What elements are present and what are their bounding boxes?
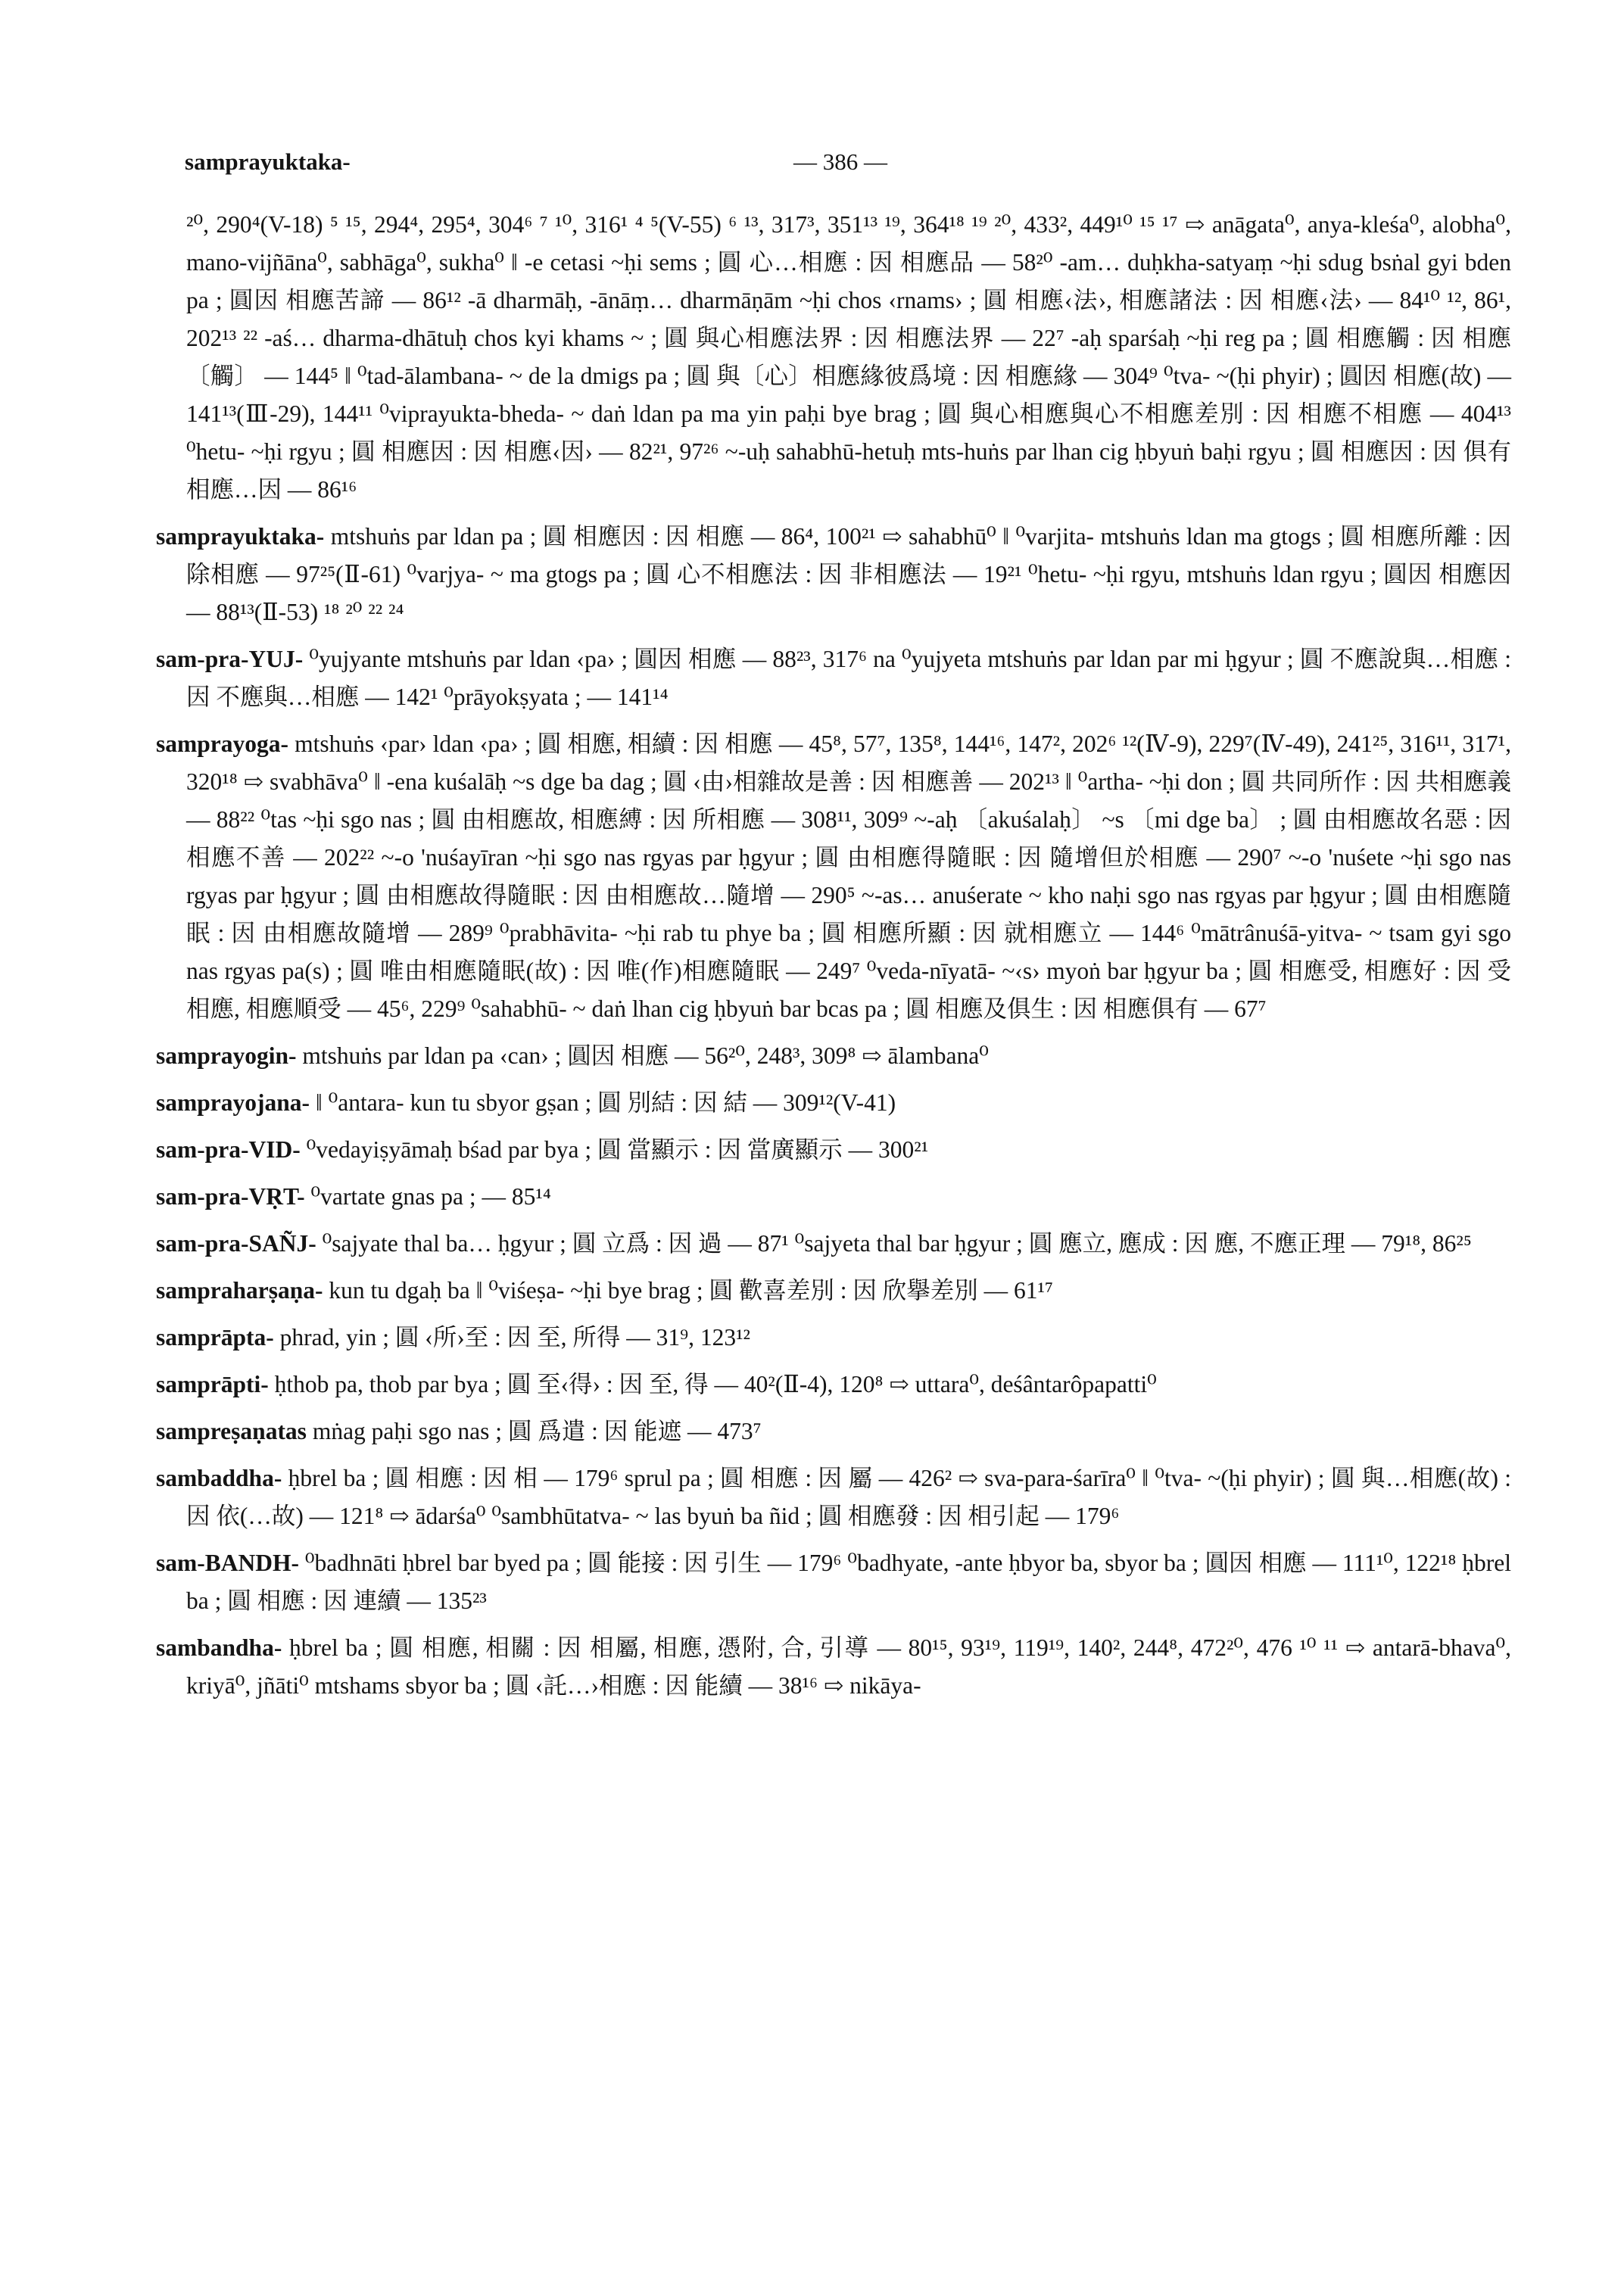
entry (156, 1272, 1511, 1310)
entry (156, 1629, 1511, 1705)
entry-body: ḥthob pa, thob par bya ; 圓 至‹得› : 因 至, 得 — 40²(Ⅱ-4), 120⁸ ⇨ uttara⁰, deśântarôpapatti⁰ (274, 1371, 1157, 1397)
entry (156, 1460, 1511, 1535)
entry-list (156, 206, 1511, 1714)
entry-headword: sam-pra-VID- (156, 1136, 301, 1163)
entry-body: ḥbrel ba ; 圓 相應 : 因 相 — 179⁶ sprul pa ; 圓 相應 : 因 屬 — 426² ⇨ sva-para-śarīra⁰ ‖ ⁰tva- ~(ḥi phyir) ; 圓 與…相應(故) : 因 依(…故) — 121⁸ ⇨ ādarśa⁰ ⁰sambhūtatva- ~ las byuṅ ba ñid ; 圓 相應發 : 因 相引起 — 179⁶ (186, 1465, 1512, 1529)
entry-headword: sampraharṣaṇa- (156, 1277, 323, 1304)
entry-body: ⁰vedayiṣyāmaḥ bśad par bya ; 圓 當顯示 : 因 當廣顯示 — 300²¹ (306, 1136, 929, 1163)
entry (156, 1131, 1511, 1169)
entry-body: ⁰vartate gnas pa ; — 85¹⁴ (310, 1183, 551, 1210)
entry (156, 1366, 1511, 1404)
entry (156, 1544, 1511, 1620)
entry-headword: sam-pra-YUJ- (156, 646, 304, 672)
entry-body: mtshuṅs par ldan pa ‹can› ; 圓因 相應 — 56²⁰, 248³, 309⁸ ⇨ ālambana⁰ (302, 1042, 989, 1069)
entry (156, 1178, 1511, 1216)
entry-headword: sam-pra-SAÑJ- (156, 1230, 316, 1257)
entry-headword: sam-pra-VṚT- (156, 1183, 305, 1210)
entry-headword: samprayoga- (156, 731, 288, 757)
entry-body: ⁰yujyante mtshuṅs par ldan ‹pa› ; 圓因 相應 — 88²³, 317⁶ na ⁰yujyeta mtshuṅs par ldan par mi ḥgyur ; 圓 不應說與…相應 : 因 不應與…相應 — 142¹ ⁰prāyokṣyata ; — 141¹⁴ (186, 646, 1512, 710)
entry (156, 1413, 1511, 1450)
entry-headword: samprāpti- (156, 1371, 269, 1397)
entry-headword: samprayogin- (156, 1042, 297, 1069)
entry-body: mṅag paḥi sgo nas ; 圓 爲遣 : 因 能遮 — 473⁷ (312, 1418, 762, 1444)
running-head: samprayuktaka- (185, 148, 351, 175)
entry-body: kun tu dgaḥ ba ‖ ⁰viśeṣa- ~ḥi bye brag ; 圓 歡喜差別 : 因 欣擧差別 — 61¹⁷ (329, 1277, 1053, 1304)
entry-body: ⁰sajyate thal ba… ḥgyur ; 圓 立爲 : 因 過 — 87¹ ⁰sajyeta thal bar ḥgyur ; 圓 應立, 應成 : 因 應, 不應正理 — 79¹⁸, 86²⁵ (322, 1230, 1472, 1257)
entry-continuation (156, 206, 1511, 509)
entry-headword: sambaddha- (156, 1465, 282, 1491)
entry-body: ḥbrel ba ; 圓 相應, 相關 : 因 相屬, 相應, 憑附, 合, 引導 — 80¹⁵, 93¹⁹, 119¹⁹, 140², 244⁸, 472²⁰, 476 ¹⁰ ¹¹ ⇨ antarā-bhava⁰, kriyā⁰, jñāti⁰ mtshams sbyor ba ; 圓 ‹託…›相應 : 因 能續 — 38¹⁶ ⇨ nikāya- (186, 1634, 1511, 1699)
entry-body: phrad, yin ; 圓 ‹所›至 : 因 至, 所得 — 31⁹, 123¹² (279, 1324, 750, 1351)
entry-headword: sam-BANDH- (156, 1550, 299, 1576)
entry (156, 1084, 1511, 1122)
entry (156, 518, 1511, 631)
entry (156, 640, 1511, 716)
entry (156, 1037, 1511, 1075)
entry-headword: samprayuktaka- (156, 523, 325, 550)
entry-body: mtshuṅs ‹par› ldan ‹pa› ; 圓 相應, 相續 : 因 相應 — 45⁸, 57⁷, 135⁸, 144¹⁶, 147², 202⁶ ¹²(Ⅳ-9), 229⁷(Ⅳ-49), 241²⁵, 316¹¹, 317¹, 320¹⁸ ⇨ svabhāva⁰ ‖ -ena kuśalāḥ ~s dge ba dag ; 圓 ‹由›相雜故是善 : 因 相應善 — 202¹³ ‖ ⁰artha- ~ḥi don ; 圓 共同所作 : 因 共相應義 — 88²² ⁰tas ~ḥi sgo nas ; 圓 由相應故, 相應縛 : 因 所相應 — 308¹¹, 309⁹ ~-aḥ 〔akuśalaḥ〕 ~s 〔mi dge ba〕 ; 圓 由相應故名惡 : 因 相應不善 — 202²² ~-o 'nuśayīran ~ḥi sgo nas rgyas par ḥgyur ; 圓 由相應得隨眠 : 因 隨增但於相應 — 290⁷ ~-o 'nuśete ~ḥi sgo nas rgyas par ḥgyur ; 圓 由相應故得隨眠 : 因 由相應故…隨增 — 290⁵ ~-as… anuśerate ~ kho naḥi sgo nas rgyas par ḥgyur ; 圓 由相應隨眠 : 因 由相應故隨增 — 289⁹ ⁰prabhāvita- ~ḥi rab tu phye ba ; 圓 相應所顯 : 因 就相應立 — 144⁶ ⁰mātrânuśā-yitva- ~ tsam gyi sgo nas rgyas pa(s) ; 圓 唯由相應隨眠(故) : 因 唯(作)相應隨眠 — 249⁷ ⁰veda-nīyatā- ~‹s› myoṅ bar ḥgyur ba ; 圓 相應受, 相應好 : 因 受相應, 相應順受 — 45⁶, 229⁹ ⁰sahabhū- ~ daṅ lhan cig ḥbyuṅ bar bcas pa ; 圓 相應及俱生 : 因 相應俱有 — 67⁷ (186, 731, 1511, 1022)
entry-headword: samprāpta- (156, 1324, 274, 1351)
entry-headword: samprayojana- (156, 1089, 310, 1116)
entry (156, 1225, 1511, 1263)
entry (156, 1319, 1511, 1357)
entry (156, 725, 1511, 1028)
entry-body: mtshuṅs par ldan pa ; 圓 相應因 : 因 相應 — 86⁴, 100²¹ ⇨ sahabhū⁰ ‖ ⁰varjita- mtshuṅs ldan ma gtogs ; 圓 相應所離 : 因 除相應 — 97²⁵(Ⅱ-61) ⁰varjya- ~ ma gtogs pa ; 圓 心不相應法 : 因 非相應法 — 19²¹ ⁰hetu- ~ḥi rgyu, mtshuṅs ldan rgyu ; 圓因 相應因 — 88¹³(Ⅱ-53) ¹⁸ ²⁰ ²² ²⁴ (186, 523, 1511, 625)
entry-body: ²⁰, 290⁴(V-18) ⁵ ¹⁵, 294⁴, 295⁴, 304⁶ ⁷ ¹⁰, 316¹ ⁴ ⁵(V-55) ⁶ ¹³, 317³, 351¹³ ¹⁹, 364¹⁸ ¹⁹ ²⁰, 433², 449¹⁰ ¹⁵ ¹⁷ ⇨ anāgata⁰, anya-kleśa⁰, alobha⁰, mano-vijñāna⁰, sabhāga⁰, sukha⁰ ‖ -e cetasi ~ḥi sems ; 圓 心…相應 : 因 相應品 — 58²⁰ -am… duḥkha-satyaṃ ~ḥi sdug bsṅal gyi bden pa ; 圓因 相應苦諦 — 86¹² -ā dharmāḥ, -ānāṃ… dharmāṇām ~ḥi chos ‹rnams› ; 圓 相應‹法›, 相應諸法 : 因 相應‹法› — 84¹⁰ ¹², 86¹, 202¹³ ²² -aś… dharma-dhātuḥ chos kyi khams ~ ; 圓 與心相應法界 : 因 相應法界 — 22⁷ -aḥ sparśaḥ ~ḥi reg pa ; 圓 相應觸 : 因 相應〔觸〕 — 144⁵ ‖ ⁰tad-ālambana- ~ de la dmigs pa ; 圓 與〔心〕相應緣彼爲境 : 因 相應緣 — 304⁹ ⁰tva- ~(ḥi phyir) ; 圓因 相應(故) — 141¹³(Ⅲ-29), 144¹¹ ⁰viprayukta-bheda- ~ daṅ ldan pa ma yin paḥi bye brag ; 圓 與心相應與心不相應差別 : 因 相應不相應 — 404¹³ ⁰hetu- ~ḥi rgyu ; 圓 相應因 : 因 相應‹因› — 82²¹, 97²⁶ ~-uḥ sahabhū-hetuḥ mts-huṅs par lhan cig ḥbyuṅ baḥi rgyu ; 圓 相應因 : 因 俱有相應…因 — 86¹⁶ (186, 211, 1511, 503)
entry-headword: sambandha- (156, 1634, 282, 1661)
entry-headword: sampreṣaṇatas (156, 1418, 307, 1444)
entry-body: ‖ ⁰antara- kun tu sbyor gṣan ; 圓 別結 : 因 結 — 309¹²(V-41) (315, 1089, 896, 1116)
entry-body: ⁰badhnāti ḥbrel bar byed pa ; 圓 能接 : 因 引生 — 179⁶ ⁰badhyate, -ante ḥbyor ba, sbyor ba ; 圓因 相應 — 111¹⁰, 122¹⁸ ḥbrel ba ; 圓 相應 : 因 連續 — 135²³ (186, 1550, 1511, 1614)
page-number: — 386 — (793, 148, 887, 175)
